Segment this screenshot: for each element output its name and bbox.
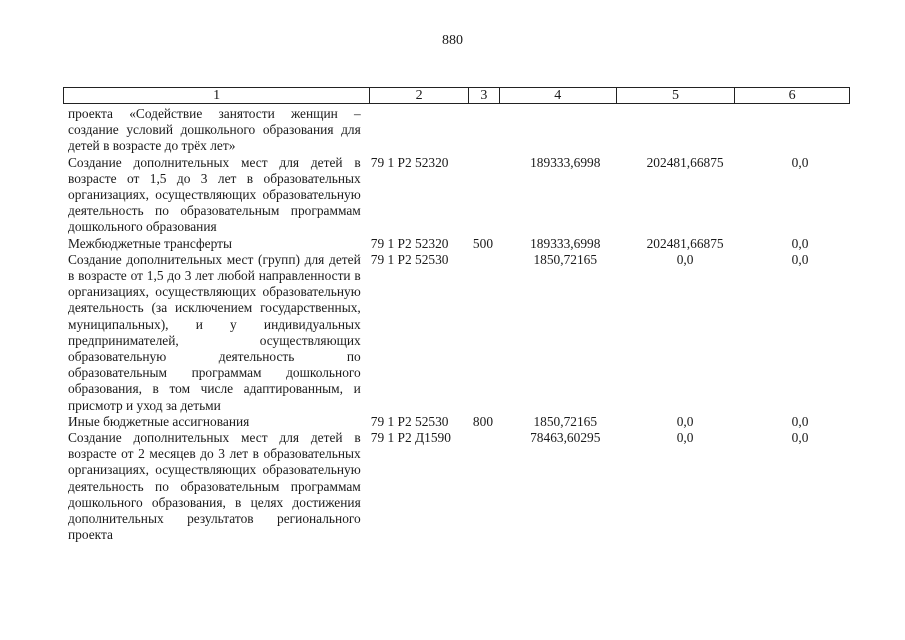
row-value-4	[502, 106, 628, 155]
row-value-6: 0,0	[791, 413, 809, 429]
row-code	[361, 106, 473, 155]
table-header	[63, 87, 850, 104]
column-header-4: 4	[500, 88, 617, 103]
table-row	[68, 430, 858, 543]
table-row	[68, 106, 858, 155]
column-header-1: 1	[64, 88, 370, 103]
row-value-5: 202481,66875	[646, 154, 724, 170]
row-name: Иные бюджетные ассигнования	[68, 413, 250, 429]
row-value-5: 202481,66875	[646, 235, 724, 251]
row-type	[473, 106, 502, 155]
table-row	[68, 155, 858, 236]
row-type	[473, 430, 502, 543]
table-row	[68, 414, 858, 430]
column-header-3: 3	[469, 88, 500, 103]
row-value-5	[628, 106, 742, 155]
row-name: проекта «Содействие занятости женщин – создание условий дошкольного образования для детей в возрасте до трёх лет»	[68, 106, 361, 154]
column-header-5: 5	[617, 88, 736, 103]
row-value-4: 189333,6998	[530, 235, 601, 251]
row-value-6: 0,0	[791, 430, 809, 446]
row-name: Межбюджетные трансферты	[68, 235, 232, 251]
row-code: 79 1 P2 52530	[370, 251, 449, 267]
table-row	[68, 252, 858, 414]
row-value-4: 1850,72165	[533, 251, 598, 267]
table-row	[68, 236, 858, 252]
row-value-4: 78463,60295	[530, 430, 601, 446]
row-name: Создание дополнительных мест (групп) для детей в возрасте от 1,5 до 3 лет любой направленности в организациях, осуществляющих образовательную деятельность (за исключением государственных, муниципальных), и у индивидуальных предпринимателей, осуществляющих образовательную деятельность по образовательным программам дошкольного образования, в том числе адаптированным, и присмотр и уход за детьми	[68, 251, 361, 413]
row-code: 79 1 P2 Д1590	[370, 430, 451, 446]
column-header-6: 6	[788, 88, 796, 103]
row-value-4: 189333,6998	[530, 154, 601, 170]
row-code: 79 1 P2 52320	[370, 154, 449, 170]
row-value-6: 0,0	[791, 235, 809, 251]
row-type: 500	[472, 235, 494, 251]
row-value-6	[742, 106, 858, 155]
row-type	[473, 252, 502, 414]
row-value-4: 1850,72165	[533, 413, 598, 429]
row-name: Создание дополнительных мест для детей в возрасте от 2 месяцев до 3 лет в образовательных организациях, осуществляющих образовательную деятельность по образовательным программам дошкольного образования, в целях достижения дополнительных результатов регионального проекта	[68, 430, 361, 543]
row-name: Создание дополнительных мест для детей в возрасте от 1,5 до 3 лет в образовательных организациях, осуществляющих образовательную деятельность по образовательным программам дошкольного образования	[68, 154, 361, 235]
row-value-6: 0,0	[791, 251, 809, 267]
row-value-6: 0,0	[791, 154, 809, 170]
column-header-2: 2	[370, 88, 469, 103]
row-value-5: 0,0	[676, 413, 694, 429]
row-code: 79 1 P2 52530	[370, 413, 449, 429]
row-type: 800	[472, 413, 494, 429]
row-code: 79 1 P2 52320	[370, 235, 449, 251]
page-number: 880	[442, 33, 463, 48]
row-value-5: 0,0	[676, 430, 694, 446]
table-body	[68, 106, 858, 543]
row-value-5: 0,0	[676, 251, 694, 267]
row-type	[473, 155, 502, 236]
